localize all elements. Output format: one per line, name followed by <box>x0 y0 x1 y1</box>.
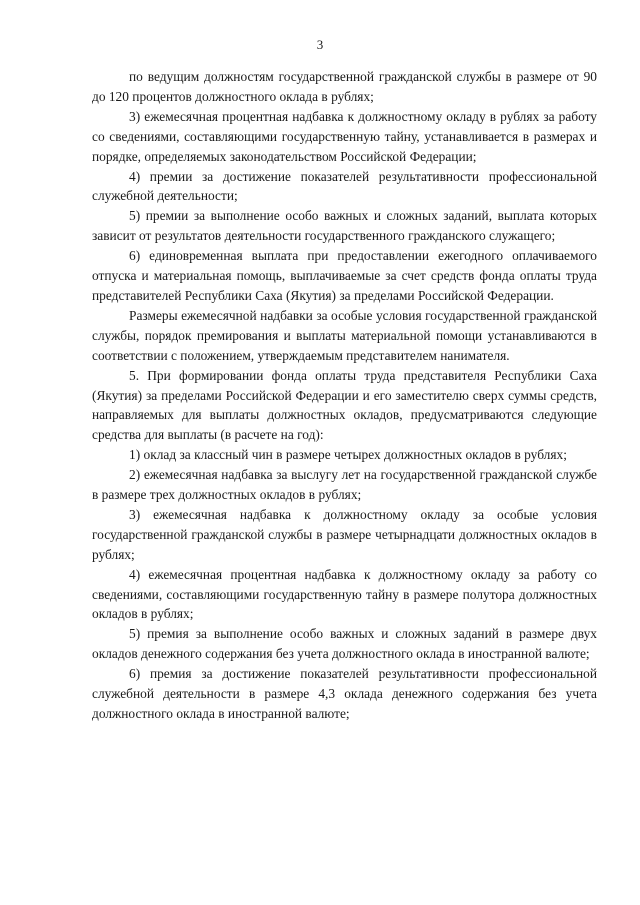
paragraph-item-3-secrecy-bonus: 3) ежемесячная процентная надбавка к должностному окладу в рублях за работу со сведениями, составляющими государственную тайну, устанавливается в размерах и порядке, определяемых законодательством Российской Федерации; <box>92 108 597 164</box>
paragraph-item-5-special-tasks-premium: 5) премия за выполнение особо важных и сложных заданий в размере двух окладов денежного содержания без учета должностного оклада в иностранной валюте; <box>92 626 597 662</box>
paragraph-item-5-special-tasks-bonus: 5) премии за выполнение особо важных и сложных заданий, выплата которых зависит от результатов деятельности государственного гражданского служащего; <box>92 208 597 244</box>
paragraph-item-4-performance-bonus: 4) премии за достижение показателей результативности профессиональной служебной деятельности; <box>92 168 597 204</box>
paragraph-item-4-secrecy-allowance: 4) ежемесячная процентная надбавка к должностному окладу за работу со сведениями, составляющими государственную тайну в размере полутора должностных окладов в рублях; <box>92 566 597 622</box>
paragraph-item-3-special-conditions: 3) ежемесячная надбавка к должностному окладу за особые условия государственной гражданской службы в размере четырнадцати должностных окладов в рублях; <box>92 506 597 562</box>
paragraph-item-1-class-rank: 1) оклад за классный чин в размере четырех должностных окладов в рублях; <box>129 447 567 463</box>
paragraph-section-5: 5. При формировании фонда оплаты труда представителя Республики Саха (Якутия) за пределами Российской Федерации и его заместителю сверх суммы средств, направляемых для выплаты должностных окладов, предусматриваются следующие средства для выплаты (в расчете на год): <box>92 367 597 443</box>
document-body <box>92 67 597 724</box>
paragraph-item-6-performance-premium: 6) премия за достижение показателей результативности профессиональной служебной деятельности в размере 4,3 оклада денежного содержания без учета должностного оклада в иностранной валюте; <box>92 666 597 721</box>
page-number: 3 <box>316 37 324 52</box>
paragraph-item-2-seniority: 2) ежемесячная надбавка за выслугу лет на государственной гражданской службе в размере трех должностных окладов в рублях; <box>92 467 597 503</box>
paragraph-item-6-leave-payment: 6) единовременная выплата при предоставлении ежегодного оплачиваемого отпуска и материальная помощь, выплачиваемые за счет средств фонда оплаты труда представителей Республики Саха (Якутия) за пределами Российской Федерации. <box>92 248 597 303</box>
paragraph-allowance-sizes: Размеры ежемесячной надбавки за особые условия государственной гражданской службы, порядок премирования и выплаты материальной помощи устанавливаются в соответствии с положением, утверждаемым представителем нанимателя. <box>92 307 597 363</box>
paragraph-salary-leading-positions: по ведущим должностям государственной гражданской службы в размере от 90 до 120 процентов должностного оклада в рублях; <box>92 69 597 104</box>
